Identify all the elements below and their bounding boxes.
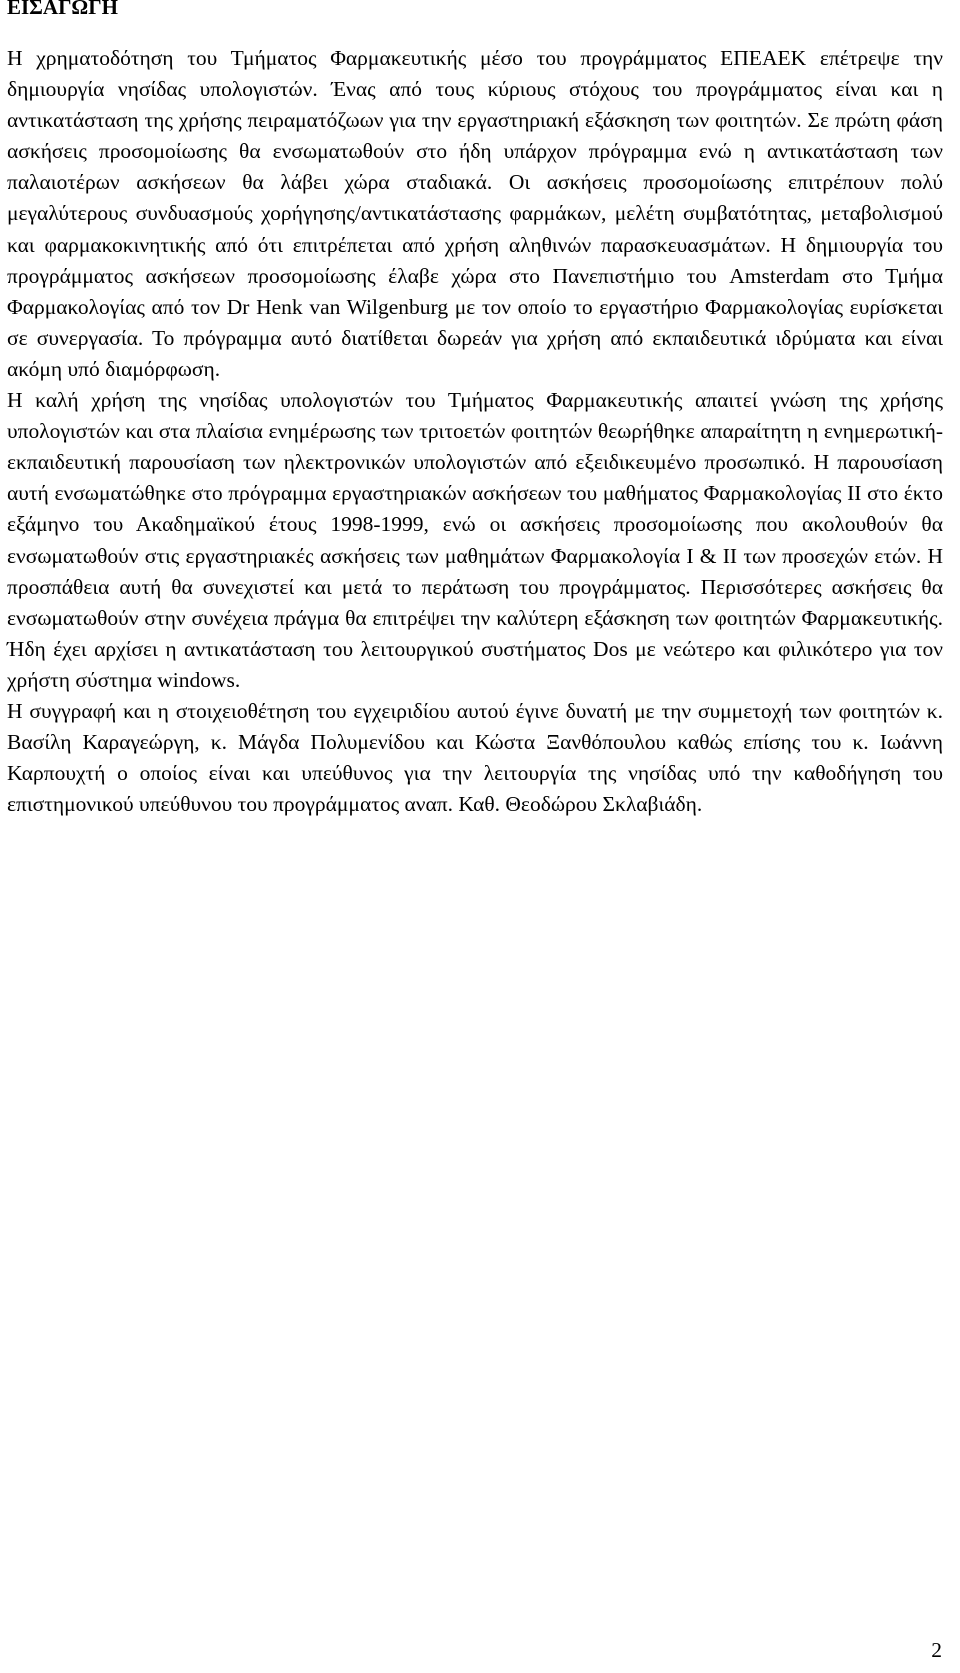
section-heading: ΕΙΣΑΓΩΓΗ <box>7 0 118 19</box>
paragraph-computer-training: Η καλή χρήση της νησίδας υπολογιστών του Τμήματος Φαρμακευτικής απαιτεί γνώση της χρήσης υπολογιστών και στα πλαίσια ενημέρωσης των τριτοετών φοιτητών θεωρήθηκε απαραίτητη η ενημερωτική-εκπαιδευτική παρουσίαση των ηλεκτρονικών υπολογιστών από εξειδικευμένο προσωπικό. Η παρουσίαση αυτή ενσωματώθηκε στο πρόγραμμα εργαστηριακών ασκήσεων του μαθήματος Φαρμακολογίας ΙΙ στο έκτο εξάμηνο του Ακαδημαϊκού έτους 1998-1999, ενώ οι ασκήσεις προσομοίωσης που ακολουθούν θα ενσωματωθούν στις εργαστηριακές ασκήσεις των μαθημάτων Φαρμακολογία Ι & ΙΙ των προσεχών ετών. Η προσπάθεια αυτή θα συνεχιστεί και μετά το περάτωση του προγράμματος. Περισσότερες ασκήσεις θα ενσωματωθούν στην συνέχεια πράγμα θα επιτρέψει την καλύτερη εξάσκηση των φοιτητών Φαρμακευτικής. Ήδη έχει αρχίσει η αντικατάσταση του λειτουργικού συστήματος Dos με νεώτερο και φιλικότερο για τον χρήστη σύστημα windows. <box>7 388 943 692</box>
document-page <box>7 0 943 820</box>
paragraph-acknowledgements: Η συγγραφή και η στοιχειοθέτηση του εγχειριδίου αυτού έγινε δυνατή με την συμμετοχή των φοιτητών κ. Βασίλη Καραγεώργη, κ. Μάγδα Πολυμενίδου και Κώστα Ξανθόπουλου καθώς επίσης του κ. Ιωάννη Καρπουχτή ο οποίος είναι και υπεύθυνος για την λειτουργία της νησίδας υπό την καθοδήγηση του επιστημονικού υπεύθυνου του προγράμματος αναπ. Καθ. Θεοδώρου Σκλαβιάδη. <box>7 698 943 817</box>
page-number: 2 <box>931 1638 942 1662</box>
paragraph-funding: Η χρηματοδότηση του Τμήματος Φαρμακευτικής μέσο του προγράμματος ΕΠΕΑΕΚ επέτρεψε την δημιουργία νησίδας υπολογιστών. Ένας από τους κύριους στόχους του προγράμματος είναι και η αντικατάσταση της χρήσης πειραματόζωων για την εργαστηριακή εξάσκηση των φοιτητών. Σε πρώτη φάση ασκήσεις προσομοίωσης θα ενσωματωθούν στο ήδη υπάρχον πρόγραμμα ενώ η αντικατάσταση των παλαιοτέρων ασκήσεων θα λάβει χώρα σταδιακά. Οι ασκήσεις προσομοίωσης επιτρέπουν πολύ μεγαλύτερους συνδυασμούς χορήγησης/αντικατάστασης φαρμάκων, μελέτη συμβατότητας, μεταβολισμού και φαρμακοκινητικής από ότι επιτρέπεται από χρήση αληθινών παρασκευασμάτων. Η δημιουργία του προγράμματος ασκήσεων προσομοίωσης έλαβε χώρα στο Πανεπιστήμιο του Amsterdam στο Τμήμα Φαρμακολογίας από τον Dr Henk van Wilgenburg με τον οποίο το εργαστήριο Φαρμακολογίας ευρίσκεται σε συνεργασία. Το πρόγραμμα αυτό διατίθεται δωρεάν για χρήση από εκπαιδευτικά ιδρύματα και είναι ακόμη υπό διαμόρφωση. <box>7 46 943 381</box>
